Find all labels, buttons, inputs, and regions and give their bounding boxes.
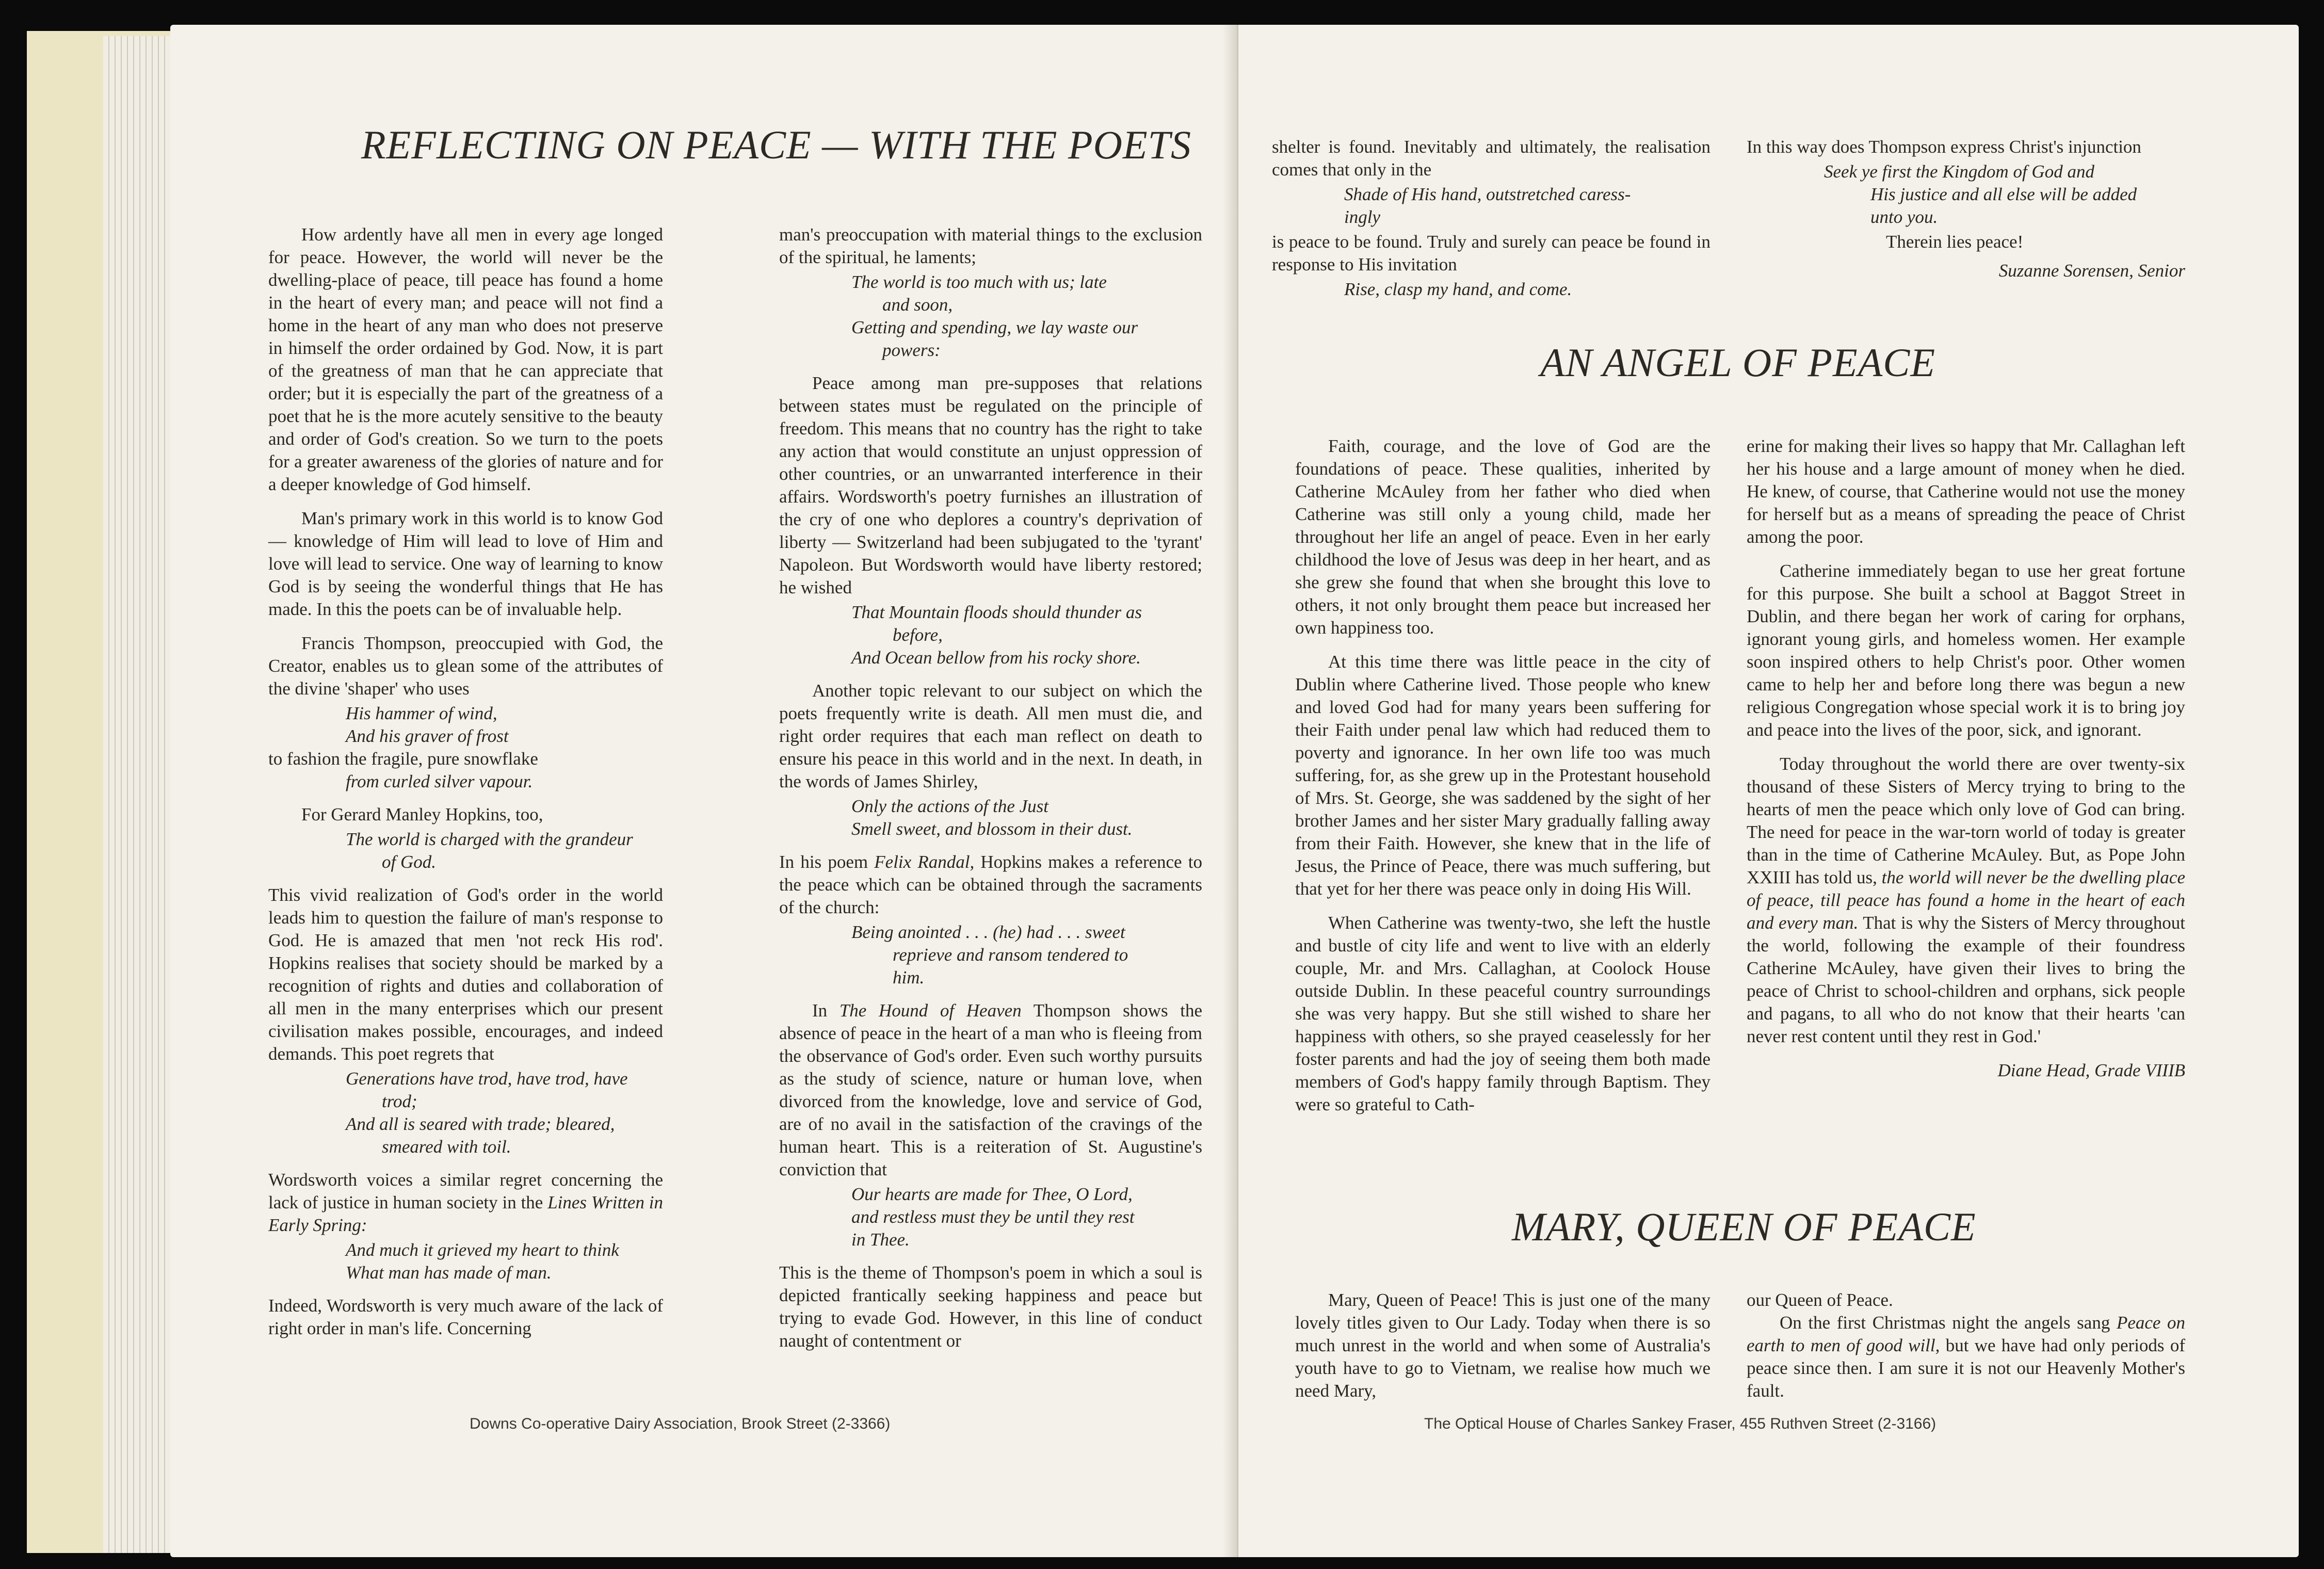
left-page <box>170 25 1233 1557</box>
angel-column-2 <box>1747 435 2185 1092</box>
paragraph: is peace to be found. Truly and surely can peace be found in response to His invitation <box>1272 232 1710 274</box>
paragraph <box>1747 753 2185 1048</box>
paragraph <box>779 999 1202 1181</box>
paragraph: Therein lies peace! <box>1886 232 2024 252</box>
verse-line: Getting and spending, we lay waste our <box>851 317 1138 337</box>
paragraph: shelter is found. Inevitably and ultimately, the realisation comes that only in the <box>1272 137 1710 180</box>
right-top-column-2 <box>1747 136 2185 293</box>
paragraph: This is the theme of Thompson's poem in which a soul is depicted frantically seeking happiness and peace but trying to evade God. However, in this line of conduct naught of contentment or <box>779 1263 1202 1351</box>
paragraph: man's preoccupation with material things to the exclusion of the spiritual, he laments; <box>779 224 1202 267</box>
article-title-mary: MARY, QUEEN OF PEACE <box>1512 1204 1976 1249</box>
paragraph: When Catherine was twenty-two, she left the hustle and bustle of city life and went to live with an elderly couple, Mr. and Mrs. Callaghan, at Coolock House outside Dublin. In these peaceful country surroundings she was very happy. But she still wished to share her happiness with others, so she prayed ceaselessly for her foster parents and had the joy of seeing them both made members of God's happy family through Baptism. They were so grateful to Cath- <box>1295 913 1710 1114</box>
verse-line: The world is charged with the grandeur <box>346 829 633 849</box>
paragraph: erine for making their lives so happy that Mr. Callaghan left her his house and a large amount of money when he died. He knew, of course, that Catherine would not use the money for herself but as a means of spreading the peace of Christ among the poor. <box>1747 436 2185 547</box>
paragraph-text: Thompson shows the absence of peace in the heart of a man who is fleeing from the observance of God's order. Even such worthy pursuits as the study of science, nature or human love, when divorced from the knowledge, love and service of God, are of no avail in the satisfaction of the cravings of the human heart. This is a reiteration of St. Augustine's conviction that <box>779 1000 1202 1179</box>
verse-line: And much it grieved my heart to think <box>346 1240 619 1260</box>
paragraph-text: On the first Christmas night the angels sang <box>1780 1313 2110 1333</box>
verse-line: smeared with toil. <box>382 1137 511 1157</box>
verse-line: What man has made of man. <box>346 1263 552 1283</box>
verse-line: His hammer of wind, <box>346 703 497 723</box>
paragraph: Mary, Queen of Peace! This is just one of the many lovely titles given to Our Lady. Today when there is so much unrest in the world and when some of Australia's youth have to go to Vietnam, we realise how much we need Mary, <box>1295 1290 1710 1401</box>
verse-line: Seek ye first the Kingdom of God and <box>1824 161 2094 182</box>
paragraph: Faith, courage, and the love of God are the foundations of peace. These qualities, inherited by Catherine McAuley from her father who died when Catherine was still only a young child, made her throughout her life an angel of peace. Even in her early childhood the love of Jesus was deep in her heart, and as she grew she found that when she brought this love to others, it not only brought them peace but increased her own happiness too. <box>1295 436 1710 638</box>
verse-quote <box>1272 278 1710 301</box>
verse-line: And his graver of frost <box>346 726 509 746</box>
verse-line: him. <box>893 967 925 988</box>
verse-line: and restless must they be until they rest <box>851 1207 1135 1227</box>
verse-line: unto you. <box>1870 207 1938 227</box>
author-signature: Diane Head, Grade VIIIB <box>1997 1060 2185 1080</box>
verse-line: And Ocean bellow from his rocky shore. <box>851 648 1141 668</box>
verse-line: And all is seared with trade; bleared, <box>346 1114 615 1134</box>
poem-title: Felix Randal, <box>874 852 975 872</box>
poem-title: The Hound of Heaven <box>839 1000 1022 1021</box>
verse-quote <box>268 828 663 874</box>
advertiser-footer: The Optical House of Charles Sankey Fraser, 455 Ruthven Street (2-3166) <box>1424 1415 1936 1432</box>
article-title-poets: REFLECTING ON PEACE — WITH THE POETS <box>361 122 1192 167</box>
paragraph: This vivid realization of God's order in the world leads him to question the failure of man's response to God. He is amazed that men 'not reck His rod'. Hopkins realises that society should be marked by a recognition of rights and duties and collaboration of all men in the many enterprises which our present civilisation makes possible, encourages, and indeed demands. This poet regrets that <box>268 885 663 1064</box>
paragraph: Catherine immediately began to use her great fortune for this purpose. She built a school at Baggot Street in Dublin, and there began her work of caring for orphans, ignorant young girls, and homeless women. Her example soon inspired others to help Christ's poor. Other women came to help her and before long there was begun a new religious Congregation whose special work it is to bring joy and peace into the lives of the poor, sick, and ignorant. <box>1747 561 2185 740</box>
paragraph-text: Hopkins makes a reference to the peace which can be obtained through the sacraments of the church: <box>779 852 1202 917</box>
verse-quote <box>779 601 1202 669</box>
verse-line: That Mountain floods should thunder as <box>851 602 1142 622</box>
verse-line: Smell sweet, and blossom in their dust. <box>851 819 1133 839</box>
verse-line: Only the actions of the Just <box>851 796 1049 816</box>
paragraph: How ardently have all men in every age longed for peace. However, the world will never be the dwelling-place of peace, till peace has found a home in the heart of every man; and peace will not find a home in the heart of any man who does not preserve in himself the order ordained by God. Now, it is part of the greatness of man that he can appreciate that order; but it is especially the part of the greatness of a poet that he is the more acutely sensitive to the beauty and order of God's creation. So we turn to the poets for a greater awareness of the glories of nature and for a deeper knowledge of God himself. <box>268 224 663 494</box>
paragraph <box>1747 1312 2185 1402</box>
paragraph: In this way does Thompson express Christ's injunction <box>1747 137 2141 157</box>
verse-line: ingly <box>1344 207 1380 227</box>
verse-quote <box>268 770 663 793</box>
paragraph: At this time there was little peace in the city of Dublin where Catherine lived. Those people who knew and loved God had for many years been suffering for their Faith under penal law which had reduced them to poverty and ignorance. In her own life too was much suffering, for, as she grew up in the Protestant household of Mrs. St. George, she was saddened by the sight of her brother James and her sister Mary gradually falling away from their Faith. However, she knew that in the life of Jesus, the Prince of Peace, there was much suffering, but that yet for her there was peace only in doing His Will. <box>1295 652 1710 899</box>
paragraph: Indeed, Wordsworth is very much aware of the lack of right order in man's life. Concerning <box>268 1296 663 1338</box>
paragraph: For Gerard Manley Hopkins, too, <box>301 804 543 824</box>
paragraph: Peace among man pre-supposes that relations between states must be regulated on the principle of freedom. This means that no country has the right to take any action that would constitute an unjust oppression of other countries, or an unwarranted interference in their affairs. Wordsworth's poetry furnishes an illustration of the cry of one who deplores a country's deprivation of liberty — Switzerland had been subjugated to the 'tyrant' Napoleon. But Wordsworth would have liberty restored; he wished <box>779 373 1202 597</box>
advertiser-footer: Downs Co-operative Dairy Association, Brook Street (2-3366) <box>470 1415 891 1432</box>
article-title-angel: AN ANGEL OF PEACE <box>1540 340 1935 385</box>
verse-line: of God. <box>382 852 436 872</box>
author-signature: Suzanne Sorensen, Senior <box>1998 261 2185 281</box>
quotation: the world will never be the dwelling place of peace, till peace has found a home in the heart of each and every man. <box>1747 867 2185 933</box>
paragraph-text: but we have had only periods of peace since then. I am sure it is not our Heavenly Mother's fault. <box>1747 1335 2186 1401</box>
paragraph: Another topic relevant to our subject on which the poets frequently write is death. All men must die, and right order requires that each man reflect on death to ensure his peace in this world and in the next. In death, in the words of James Shirley, <box>779 681 1202 791</box>
verse-line: and soon, <box>882 295 953 315</box>
left-column-1 <box>268 223 663 1351</box>
quotation: Peace on earth to men of good will, <box>1747 1313 2186 1355</box>
paragraph-text: That is why the Sisters of Mercy throughout the world, following the example of their foundress Catherine McAuley, have given their lives to bring the peace of Christ to school-children and orphans, sick people and pagans, to all who do not know that their hearts 'can never rest content until they rest in God.' <box>1747 913 2185 1046</box>
paragraph: Man's primary work in this world is to know God — knowledge of Him will lead to love of Him and love will lead to service. One way of learning to know God is by seeing the wonderful things that He has made. In this the poets can be of invaluable help. <box>268 508 663 619</box>
verse-quote <box>268 1067 663 1158</box>
verse-quote <box>779 271 1202 362</box>
verse-line: from curled silver vapour. <box>346 771 533 791</box>
verse-quote <box>268 1239 663 1284</box>
page-stack-strips <box>103 36 181 1553</box>
verse-line: Being anointed . . . (he) had . . . sweet <box>851 922 1125 942</box>
verse-line: Rise, clasp my hand, and come. <box>1344 279 1572 299</box>
paragraph-text: In his poem <box>779 852 868 872</box>
verse-line: before, <box>893 625 943 645</box>
paragraph: Francis Thompson, preoccupied with God, the Creator, enables us to glean some of the attributes of the divine 'shaper' who uses <box>268 633 663 699</box>
verse-quote <box>268 702 663 748</box>
verse-line: reprieve and ransom tendered to <box>893 945 1128 965</box>
verse-quote <box>1747 160 2185 229</box>
mary-column-1 <box>1295 1289 1710 1414</box>
angel-column-1 <box>1295 435 1710 1127</box>
verse-line: in Thee. <box>851 1230 910 1250</box>
paragraph <box>268 1169 663 1237</box>
paragraph: our Queen of Peace. <box>1747 1290 1893 1310</box>
right-page <box>1238 25 2299 1557</box>
verse-line: trod; <box>382 1091 417 1111</box>
paragraph: to fashion the fragile, pure snowflake <box>268 749 538 769</box>
verse-quote <box>779 795 1202 840</box>
left-column-2 <box>779 223 1202 1364</box>
verse-line: His justice and all else will be added <box>1870 184 2137 204</box>
right-top-column-1 <box>1272 136 1710 311</box>
paragraph-text: In <box>812 1000 828 1021</box>
mary-column-2 <box>1747 1289 2185 1414</box>
verse-line: Shade of His hand, outstretched caress- <box>1344 184 1631 204</box>
verse-quote <box>779 1183 1202 1251</box>
paragraph <box>779 851 1202 919</box>
verse-line: Our hearts are made for Thee, O Lord, <box>851 1184 1133 1204</box>
paragraph-text: Wordsworth voices a similar regret concerning the lack of justice in human society in the <box>268 1170 663 1212</box>
verse-quote <box>779 921 1202 989</box>
verse-quote <box>1272 183 1710 229</box>
verse-line: The world is too much with us; late <box>851 272 1107 292</box>
paragraph-text: Today throughout the world there are over twenty-six thousand of these Sisters of Mercy trying to bring to the hearts of men the peace which only love of God can bring. The need for peace in the war-torn world of today is greater than in the time of Catherine McAuley. But, as Pope John XXIII has told us, <box>1747 754 2185 887</box>
verse-line: powers: <box>882 340 941 360</box>
poem-title: Lines Written in Early Spring: <box>268 1192 664 1235</box>
verse-line: Generations have trod, have trod, have <box>346 1069 628 1089</box>
